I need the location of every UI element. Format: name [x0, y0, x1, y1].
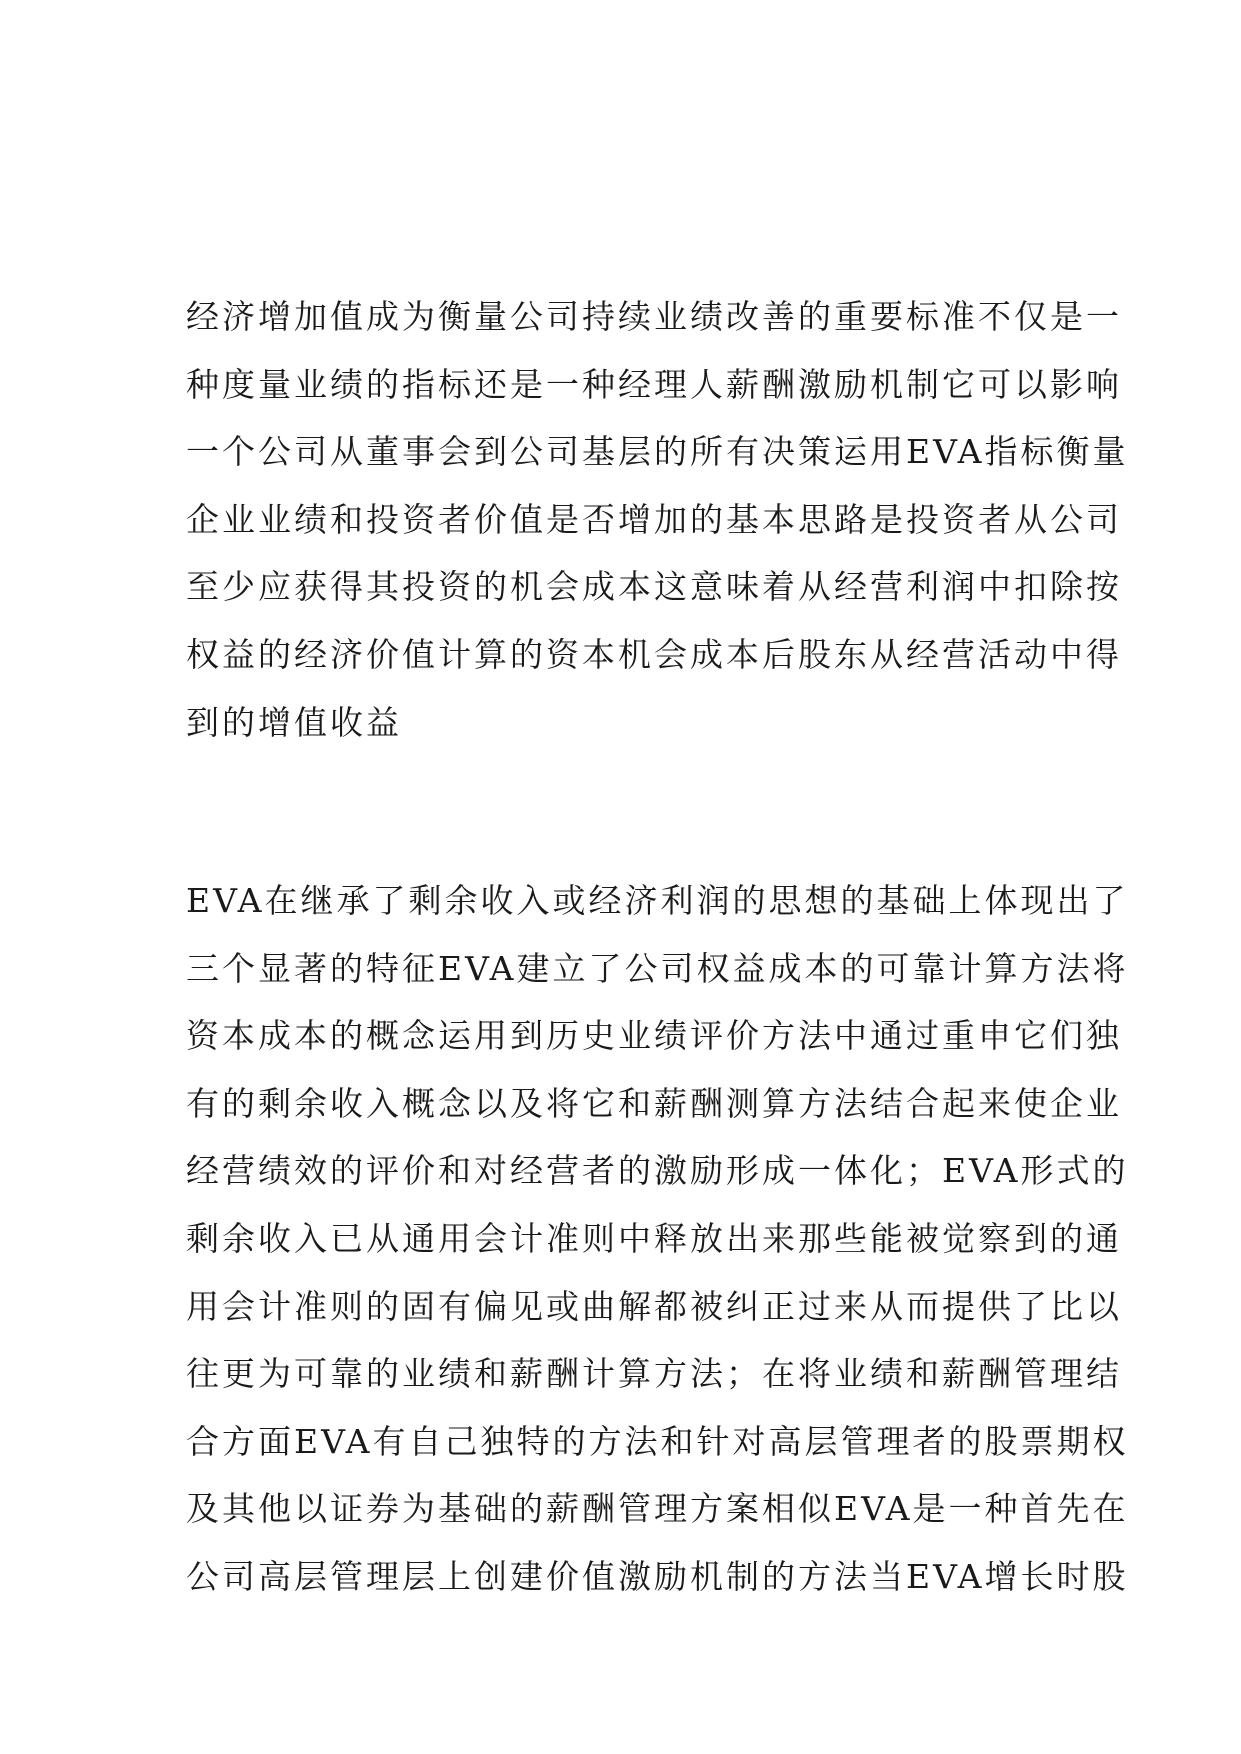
paragraph-2 [186, 867, 1129, 1611]
text-line: 一个公司从董事会到公司基层的所有决策运用EVA指标衡量 [186, 432, 1129, 472]
text-line: 往更为可靠的业绩和薪酬计算方法；在将业绩和薪酬管理结 [186, 1354, 1122, 1394]
text-line: 资本成本的概念运用到历史业绩评价方法中通过重申它们独 [186, 1016, 1122, 1056]
text-line: 合方面EVA有自己独特的方法和针对高层管理者的股票期权 [186, 1421, 1129, 1461]
text-line: 公司高层管理层上创建价值激励机制的方法当EVA增长时股 [186, 1556, 1129, 1596]
text-line: 种度量业绩的指标还是一种经理人薪酬激励机制它可以影响 [186, 364, 1122, 404]
text-line: 到的增值收益 [186, 702, 402, 742]
text-line: EVA在继承了剩余收入或经济利润的思想的基础上体现出了 [186, 881, 1129, 920]
text-line: 三个显著的特征EVA建立了公司权益成本的可靠计算方法将 [186, 948, 1129, 988]
text-line: 经济增加值成为衡量公司持续业绩改善的重要标准不仅是一 [186, 297, 1122, 336]
text-line: 经营绩效的评价和对经营者的激励形成一体化；EVA形式的 [186, 1151, 1129, 1191]
text-line: 及其他以证券为基础的薪酬管理方案相似EVA是一种首先在 [186, 1489, 1129, 1529]
text-line: 至少应获得其投资的机会成本这意味着从经营利润中扣除按 [186, 567, 1122, 607]
paragraph-1 [186, 283, 1129, 756]
text-line: 有的剩余收入概念以及将它和薪酬测算方法结合起来使企业 [186, 1083, 1122, 1123]
text-line: 权益的经济价值计算的资本机会成本后股东从经营活动中得 [186, 634, 1122, 674]
text-line: 剩余收入已从通用会计准则中释放出来那些能被觉察到的通 [186, 1218, 1122, 1258]
text-line: 用会计准则的固有偏见或曲解都被纠正过来从而提供了比以 [186, 1286, 1122, 1326]
text-line: 企业业绩和投资者价值是否增加的基本思路是投资者从公司 [186, 499, 1122, 539]
